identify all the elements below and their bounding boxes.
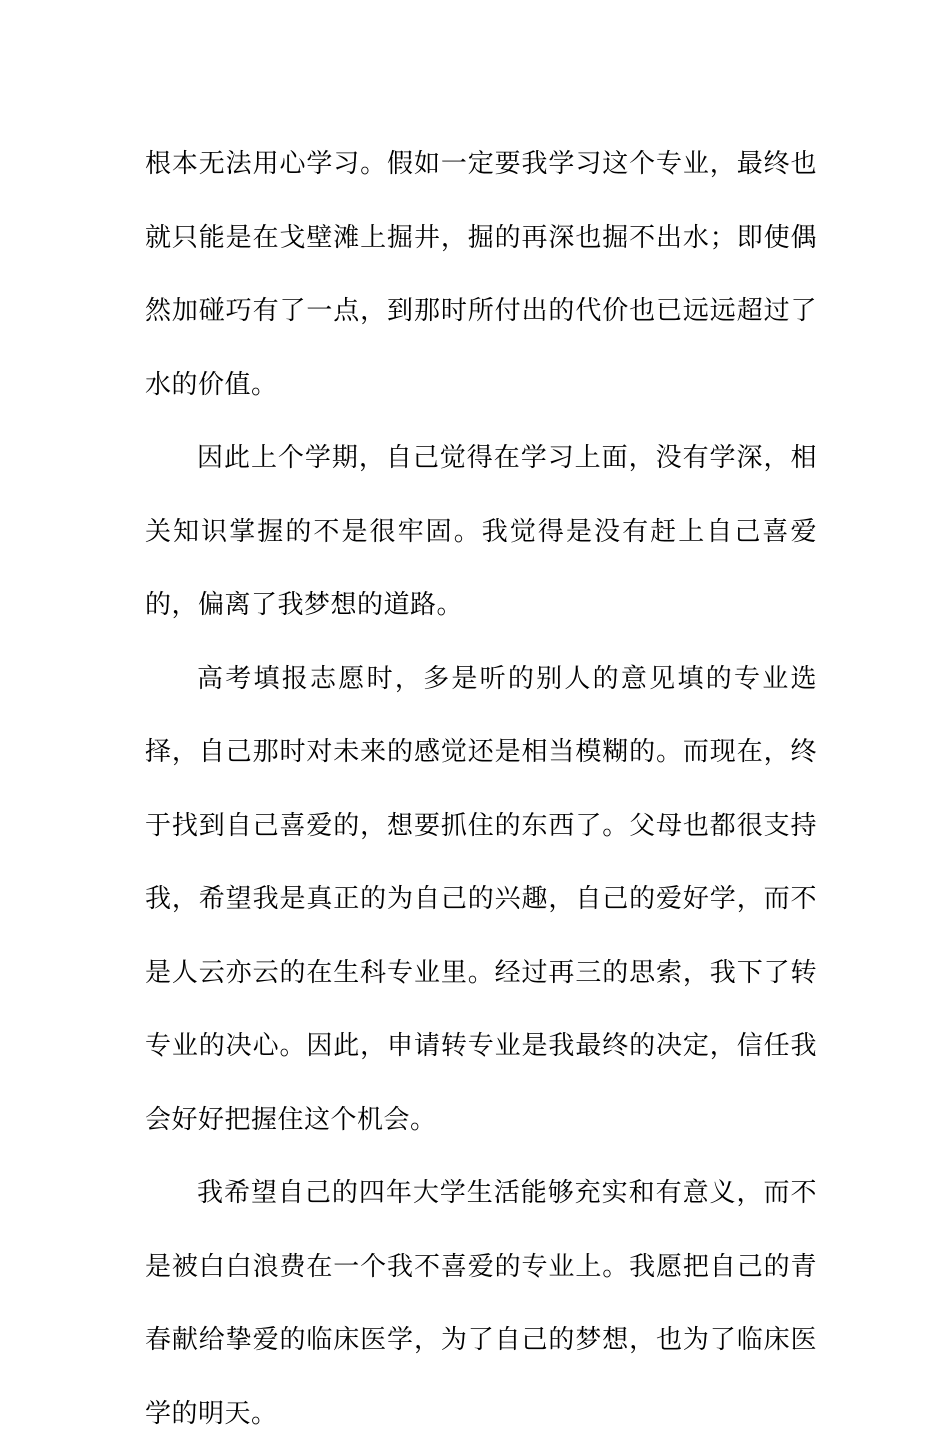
paragraph: 高考填报志愿时，多是听的别人的意见填的专业选择，自己那时对未来的感觉还是相当模糊的。而现在，终于找到自己喜爱的，想要抓住的东西了。父母也都很支持我，希望我是真正的为自己的兴趣，自己的爱好学，而不是人云亦云的在生科专业里。经过再三的思索，我下了转专业的决心。因此，申请转专业是我最终的决定，信任我会好好把握住这个机会。 <box>145 663 817 1135</box>
body-text <box>145 128 817 1451</box>
paragraph-continuation: 根本无法用心学习。假如一定要我学习这个专业，最终也就只能是在戈壁滩上掘井，掘的再深也掘不出水；即使偶然加碰巧有了一点，到那时所付出的代价也已远远超过了水的价值。 <box>145 149 817 400</box>
paragraph: 我希望自己的四年大学生活能够充实和有意义，而不是被白白浪费在一个我不喜爱的专业上。我愿把自己的青春献给挚爱的临床医学，为了自己的梦想，也为了临床医学的明天。 <box>145 1178 817 1429</box>
paragraph: 因此上个学期，自己觉得在学习上面，没有学深，相关知识掌握的不是很牢固。我觉得是没有赶上自己喜爱的，偏离了我梦想的道路。 <box>145 443 817 620</box>
